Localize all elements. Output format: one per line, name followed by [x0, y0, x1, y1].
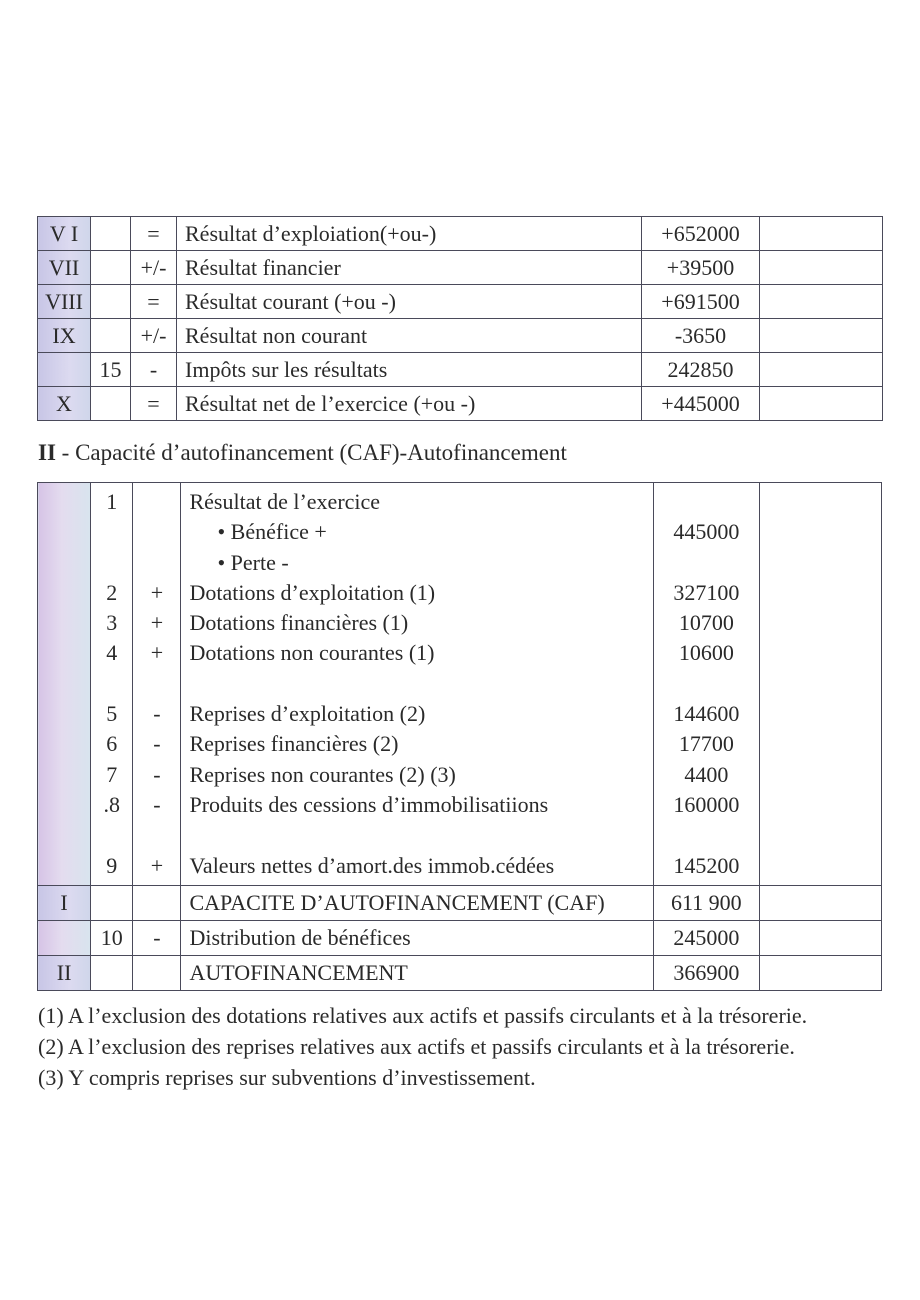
line-number — [91, 285, 131, 319]
row-label: Résultat d’exploiation(+ou-) — [177, 217, 642, 251]
roman-numeral: II — [38, 955, 91, 990]
section-dash: - — [61, 440, 70, 465]
label-column — [181, 483, 654, 886]
line-number: 6 — [106, 731, 118, 757]
caf-amount: 611 900 — [654, 885, 759, 920]
line-number: 10 — [91, 920, 133, 955]
empty-cell — [91, 885, 133, 920]
row-label: Résultat net de l’exercice (+ou -) — [177, 387, 642, 421]
row-amount: +445000 — [642, 387, 760, 421]
results-table — [37, 216, 883, 421]
roman-numeral: VII — [38, 251, 91, 285]
section-number: II — [38, 440, 56, 465]
row-label: Reprises non courantes (2) (3) — [189, 761, 456, 787]
row-label: Dotations d’exploitation (1) — [189, 579, 436, 605]
table-row — [38, 353, 883, 387]
row-amount: 445000 — [673, 519, 740, 545]
line-number: 3 — [106, 610, 118, 636]
operator: - — [153, 761, 161, 787]
autofinancement-row — [38, 955, 882, 990]
row-label: • Bénéfice + — [217, 519, 327, 545]
empty-cell — [760, 319, 883, 353]
line-number — [91, 251, 131, 285]
empty-cell — [133, 955, 181, 990]
row-amount: +39500 — [642, 251, 760, 285]
empty-cell — [759, 920, 881, 955]
line-number — [91, 319, 131, 353]
row-label: Dotations non courantes (1) — [189, 640, 435, 666]
caf-label: CAPACITE D’AUTOFINANCEMENT (CAF) — [181, 885, 654, 920]
operator: = — [131, 285, 177, 319]
footnotes — [38, 1000, 807, 1093]
row-label: • Perte - — [217, 549, 289, 575]
row-label: Dotations financières (1) — [189, 610, 409, 636]
line-number: 7 — [106, 761, 118, 787]
operator: - — [131, 353, 177, 387]
row-amount: 4400 — [684, 761, 729, 787]
table-row — [38, 387, 883, 421]
table-row — [38, 251, 883, 285]
empty-cell — [759, 955, 881, 990]
caf-detail-row — [38, 483, 882, 886]
roman-numeral: I — [38, 885, 91, 920]
footnote: (3) Y compris reprises sur subventions d’investissement. — [38, 1065, 536, 1090]
row-label: Produits des cessions d’immobilisatiions — [189, 791, 549, 817]
row-amount: +691500 — [642, 285, 760, 319]
operator: = — [131, 387, 177, 421]
shaded-cell — [38, 483, 91, 886]
line-number — [97, 517, 126, 547]
line-number: 9 — [106, 852, 118, 878]
row-amount: 160000 — [673, 791, 740, 817]
operator — [139, 487, 174, 517]
line-number: 15 — [91, 353, 131, 387]
section-heading — [38, 440, 567, 466]
shaded-cell — [38, 920, 91, 955]
operator: - — [153, 791, 161, 817]
operator: +/- — [131, 319, 177, 353]
row-label: Résultat non courant — [177, 319, 642, 353]
distribution-amount: 245000 — [654, 920, 759, 955]
row-amount: 144600 — [673, 701, 740, 727]
operator: + — [150, 610, 164, 636]
row-label: Résultat de l’exercice — [189, 489, 381, 514]
operator — [139, 669, 174, 699]
line-number — [97, 669, 126, 699]
empty-cell — [760, 217, 883, 251]
footnote: (1) A l’exclusion des dotations relatives aux actifs et passifs circulants et à la trésorerie. — [38, 1003, 808, 1028]
line-number: 5 — [106, 701, 118, 727]
operator: = — [131, 217, 177, 251]
line-number — [97, 820, 126, 850]
roman-numeral: X — [38, 387, 91, 421]
distribution-row — [38, 920, 882, 955]
row-amount: 17700 — [678, 731, 734, 757]
row-amount: 145200 — [673, 852, 740, 878]
roman-numeral: V I — [38, 217, 91, 251]
row-label: Reprises financières (2) — [189, 731, 399, 757]
row-amount: -3650 — [642, 319, 760, 353]
line-number — [97, 548, 126, 578]
table-row — [38, 217, 883, 251]
amount-column — [654, 483, 759, 886]
line-number-column — [91, 483, 133, 886]
row-label: Résultat financier — [177, 251, 642, 285]
line-number: 2 — [106, 579, 118, 605]
footnote: (2) A l’exclusion des reprises relatives aux actifs et passifs circulants et à la trésorerie. — [38, 1034, 795, 1059]
row-amount: 327100 — [673, 579, 740, 605]
autofinancement-amount: 366900 — [654, 955, 759, 990]
line-number: .8 — [103, 791, 120, 817]
roman-numeral: IX — [38, 319, 91, 353]
empty-cell — [760, 285, 883, 319]
row-amount: 10700 — [678, 610, 734, 636]
distribution-label: Distribution de bénéfices — [181, 920, 654, 955]
row-amount — [660, 487, 752, 517]
caf-total-row — [38, 885, 882, 920]
row-label: Valeurs nettes d’amort.des immob.cédées — [189, 852, 555, 878]
empty-cell — [91, 955, 133, 990]
roman-numeral: VIII — [38, 285, 91, 319]
line-number: 1 — [106, 489, 118, 514]
operator — [139, 517, 174, 547]
operator: - — [153, 731, 161, 757]
row-amount — [660, 669, 752, 699]
operator: +/- — [131, 251, 177, 285]
operator — [139, 820, 174, 850]
empty-cell — [759, 885, 881, 920]
row-amount: 242850 — [642, 353, 760, 387]
operator: + — [150, 640, 164, 666]
row-label — [189, 820, 647, 850]
roman-numeral — [38, 353, 91, 387]
row-label: Résultat courant (+ou -) — [177, 285, 642, 319]
table-row — [38, 319, 883, 353]
operator-column — [133, 483, 181, 886]
operator: + — [150, 579, 164, 605]
row-amount: +652000 — [642, 217, 760, 251]
empty-cell — [760, 251, 883, 285]
empty-cell — [759, 483, 881, 886]
empty-cell — [760, 353, 883, 387]
row-label: Impôts sur les résultats — [177, 353, 642, 387]
operator — [139, 548, 174, 578]
autofinancement-label: AUTOFINANCEMENT — [181, 955, 654, 990]
section-title: Capacité d’autofinancement (CAF)-Autofinancement — [75, 440, 567, 465]
row-amount — [660, 548, 752, 578]
line-number: 4 — [106, 640, 118, 666]
line-number — [91, 217, 131, 251]
empty-cell — [760, 387, 883, 421]
empty-cell — [133, 885, 181, 920]
table-row — [38, 285, 883, 319]
row-amount — [660, 820, 752, 850]
operator: - — [153, 701, 161, 727]
row-label — [189, 669, 647, 699]
operator: + — [150, 852, 164, 878]
row-amount: 10600 — [678, 640, 734, 666]
row-label: Reprises d’exploitation (2) — [189, 701, 426, 727]
line-number — [91, 387, 131, 421]
caf-table — [37, 482, 882, 991]
operator: - — [133, 920, 181, 955]
